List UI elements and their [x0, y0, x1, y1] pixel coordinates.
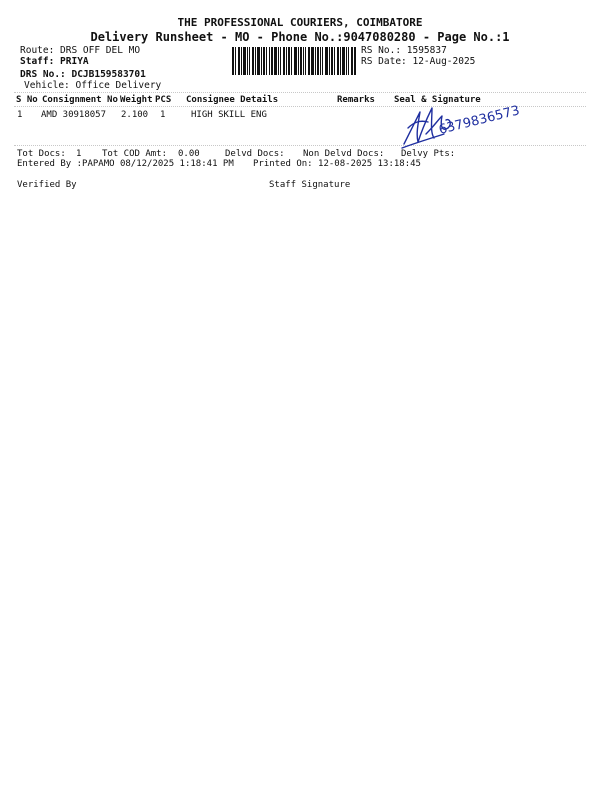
tot-docs-value: 1	[76, 149, 82, 159]
handwritten-signature	[398, 98, 538, 152]
table-top-divider	[14, 92, 586, 93]
tot-cod-value: 0.00	[178, 149, 200, 159]
delvy-pts-label: Delvy Pts:	[401, 149, 456, 159]
runsheet-title: Delivery Runsheet - MO - Phone No.:9047080280 - Page No.:1	[90, 30, 510, 44]
rs-number: RS No.: 1595837	[361, 45, 447, 56]
rs-date: RS Date: 12-Aug-2025	[361, 56, 476, 67]
col-header-pcs: PCS	[155, 95, 172, 105]
drs-number: DRS No.: DCJB159583701	[20, 69, 146, 80]
tot-cod-label: Tot COD Amt:	[102, 149, 168, 159]
barcode-image	[232, 47, 356, 75]
cell-weight: 2.100	[121, 110, 149, 120]
vehicle-text: Vehicle: Office Delivery	[24, 80, 162, 91]
col-header-consignment: Consignment No	[42, 95, 118, 105]
staff-text: Staff: PRIYA	[20, 56, 89, 67]
col-header-consignee: Consignee Details	[186, 95, 279, 105]
col-header-sno: S No	[16, 95, 38, 105]
delvd-docs-label: Delvd Docs:	[225, 149, 285, 159]
staff-signature-label: Staff Signature	[269, 180, 351, 190]
cell-pcs: 1	[160, 110, 166, 120]
cell-sno: 1	[17, 110, 23, 120]
route-text: Route: DRS OFF DEL MO	[20, 45, 141, 56]
signature-phone-text: 6379836573	[437, 103, 522, 138]
col-header-remarks: Remarks	[337, 95, 375, 105]
non-delvd-docs-label: Non Delvd Docs:	[303, 149, 385, 159]
company-name: THE PROFESSIONAL COURIERS, COIMBATORE	[177, 16, 423, 29]
printed-on: Printed On: 12-08-2025 13:18:45	[253, 159, 421, 169]
entered-by: Entered By :PAPAMO 08/12/2025 1:18:41 PM	[17, 159, 234, 169]
cell-consignment: AMD 30918057	[41, 110, 107, 120]
verified-by-label: Verified By	[17, 180, 77, 190]
cell-consignee: HIGH SKILL ENG	[191, 110, 267, 120]
col-header-seal: Seal & Signature	[394, 95, 481, 105]
col-header-weight: Weight	[120, 95, 153, 105]
tot-docs-label: Tot Docs:	[17, 149, 66, 159]
